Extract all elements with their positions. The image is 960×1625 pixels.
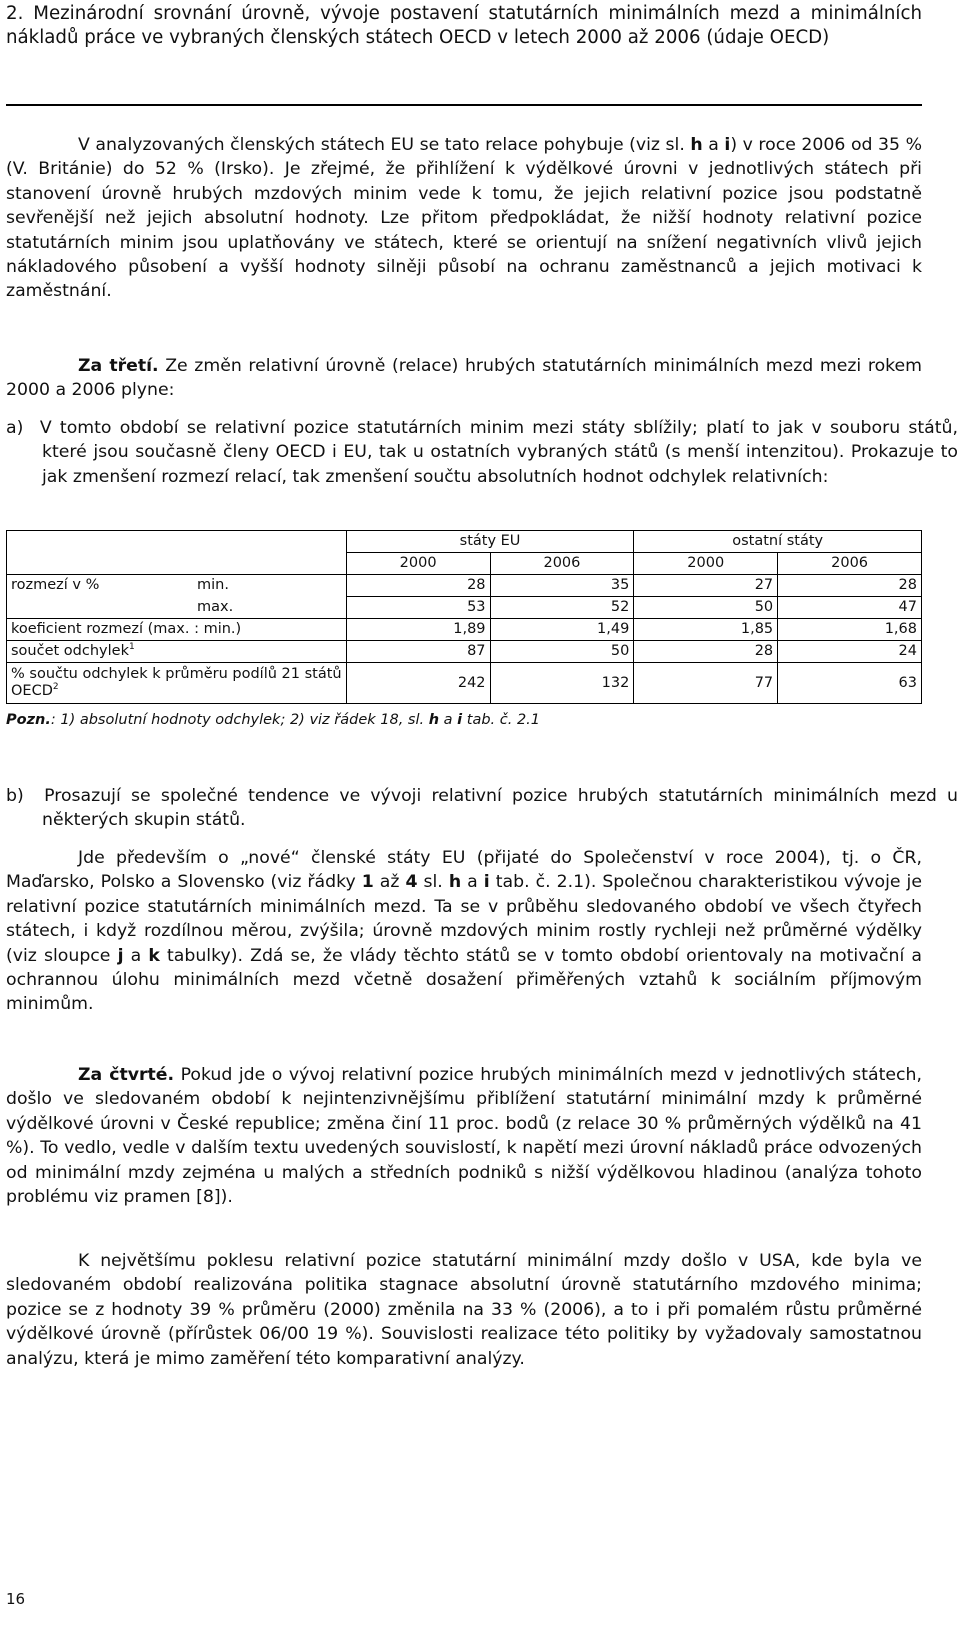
column-ref-i: i (457, 712, 463, 728)
column-ref-i: i (483, 872, 490, 893)
row-label-text: % součtu odchylek k průměru podílů 21 států OECD (11, 666, 342, 699)
text-run: až (373, 872, 406, 893)
text-run: a (439, 712, 458, 728)
list-item-a: a) V tomto období se relativní pozice statutárních minim mezi státy sblížily; platí to jak v souboru států, které jsou současně členy OECD i EU, tak u ostatních vybraných států (s menší intenzitou). Prokazuje to jak zmenšení rozmezí relací, tak zmenšení součtu absolutních hodnot odchylek relativních: (6, 418, 958, 487)
row-sublabel: max. (197, 598, 234, 615)
table-cell: 27 (634, 575, 778, 597)
footnote-marker: 1 (128, 642, 135, 653)
table-note (6, 712, 540, 728)
text-run: ) v roce 2006 od 35 % (V. Británie) do 52 % (Irsko). Je zřejmé, že přihlížení k výdělkové úrovni v jednotlivých státech při stanovení úrovně hrubých mzdových minim vede k tomu, že jejich relativní pozice jsou podstatně sevřenější než jejich absolutní hodnoty. Lze přitom předpokládat, že nižší hodnoty relativní pozice statutárních minim jsou uplatňovány ve státech, které se orientují na snížení negativních vlivů jejich nákladového působení a vyšší hodnoty silněji působí na ochranu zaměstnanců a jejich motivaci k zaměstnání. (6, 135, 923, 302)
paragraph-lead: Za čtvrté. (78, 1065, 175, 1085)
table-cell: 1,68 (778, 619, 922, 641)
table-cell: 1,89 (346, 619, 490, 641)
text-run: tab. č. 2.1). Společnou charakteristikou vývoje je relativní pozice statutárních minimálních mezd. Ta se v průběhu sledovaného období ve všech čtyřech státech, i když rozdílnou měrou, zvýšila; úrovně mzdových minim rostly rychleji než průměrné výdělky (viz sloupce (6, 872, 922, 966)
table-cell: 53 (346, 597, 490, 619)
heading-rule (6, 104, 922, 106)
row-label (7, 663, 347, 704)
row-sublabel: min. (197, 577, 229, 594)
column-ref-h: h (448, 872, 462, 893)
text-run: a (461, 872, 484, 893)
text-run: a (123, 945, 149, 966)
table-cell: 1,49 (490, 619, 634, 641)
table-row (7, 641, 922, 663)
table-year-row (7, 553, 922, 575)
paragraph-relation (6, 133, 922, 304)
group-header-other: ostatní státy (634, 531, 922, 553)
table-cell: 28 (634, 641, 778, 663)
table-cell: 35 (490, 575, 634, 597)
table-corner-cell (7, 553, 347, 575)
table-cell: 242 (346, 663, 490, 704)
table-row (7, 663, 922, 704)
year-header: 2000 (346, 553, 490, 575)
year-header: 2000 (634, 553, 778, 575)
year-header: 2006 (490, 553, 634, 575)
table-cell: 24 (778, 641, 922, 663)
paragraph-usa: K největšímu poklesu relativní pozice statutární minimální mzdy došlo v USA, kde byla ve sledovaném období realizována politika stagnace absolutní úrovně statutárního mzdového minima; pozice se z hodnoty 39 % průměru (2000) změnila na 33 % (2006), a to i při pomalém růstu průměrné výdělkové úrovně (přírůstek 06/00 19 %). Souvislosti realizace této politiky by vyžadovaly samostatnou analýzu, která je mimo zaměření této komparativní analýzy. (6, 1251, 922, 1369)
row-label (7, 575, 347, 597)
table-cell: 28 (778, 575, 922, 597)
table-row (7, 597, 922, 619)
group-header-eu: státy EU (346, 531, 634, 553)
text-run: a (702, 135, 725, 155)
table-cell: 50 (634, 597, 778, 619)
table-cell: 132 (490, 663, 634, 704)
table-group-header-row (7, 531, 922, 553)
note-lead: Pozn. (6, 712, 51, 728)
table-cell: 87 (346, 641, 490, 663)
table-cell: 28 (346, 575, 490, 597)
row-ref: 4 (405, 872, 418, 893)
row-label (7, 641, 347, 663)
row-ref: 1 (361, 872, 374, 893)
text-run: Ze změn relativní úrovně (relace) hrubých statutárních minimálních mezd mezi rokem 2000 a 2006 plyne: (6, 356, 923, 401)
text-run: Jde především o „nové“ členské státy EU (přijaté do Společenství v roce 2004), tj. o ČR, Maďarsko, Polsko a Slovensko (viz řádky (6, 848, 922, 893)
table-cell: 77 (634, 663, 778, 704)
list-item-b: b) Prosazují se společné tendence ve vývoji relativní pozice hrubých statutárních minimálních mezd u některých skupin států. (6, 786, 958, 831)
page-number: 16 (6, 1590, 26, 1608)
text-run: tabulky). Zdá se, že vlády těchto států se v tomto období orientovaly na motivační a ochrannou úlohu minimálních mezd včetně dosažení přiměřených vztahů k sociálním příjmovým minimům. (6, 945, 922, 1015)
table-row (7, 619, 922, 641)
table-cell: 52 (490, 597, 634, 619)
paragraph-new-members (6, 846, 922, 1017)
column-ref-k: k (148, 945, 160, 966)
column-ref-h: h (428, 712, 440, 728)
paragraph-third (6, 354, 922, 403)
row-label: koeficient rozmezí (max. : min.) (7, 619, 347, 641)
table-cell: 50 (490, 641, 634, 663)
row-label-text: součet odchylek (11, 643, 129, 659)
row-label (7, 597, 347, 619)
table-cell: 63 (778, 663, 922, 704)
table-cell: 1,85 (634, 619, 778, 641)
text-run: sl. (417, 872, 449, 893)
table-row (7, 575, 922, 597)
section-heading: 2. Mezinárodní srovnání úrovně, vývoje postavení statutárních minimálních mezd a minimálních nákladů práce ve vybraných členských státech OECD v letech 2000 až 2006 (údaje OECD) (6, 3, 922, 48)
table-corner-cell (7, 531, 347, 553)
paragraph-fourth (6, 1063, 922, 1209)
column-ref-i: i (724, 135, 731, 155)
paragraph-lead: Za třetí. (78, 356, 159, 376)
table-cell: 47 (778, 597, 922, 619)
relations-table (6, 530, 922, 704)
footnote-marker: 2 (52, 682, 59, 693)
column-ref-h: h (690, 135, 703, 155)
text-run: tab. č. 2.1 (462, 712, 541, 728)
text-run: : 1) absolutní hodnoty odchylek; 2) viz řádek 18, sl. (50, 712, 429, 728)
column-ref-j: j (117, 945, 124, 966)
row-label-text: rozmezí v % (11, 577, 100, 594)
text-run: V analyzovaných členských státech EU se tato relace pohybuje (viz sl. (78, 135, 691, 155)
year-header: 2006 (778, 553, 922, 575)
text-run: Pokud jde o vývoj relativní pozice hrubých minimálních mezd v jednotlivých státech, došlo ve sledovaném období k nejintenzivnějšímu přiblížení statutární minimální mzdy k průměrné výdělkové úrovni v České republice; změna činí 11 proc. bodů (z relace 30 % průměrných výdělků na 41 %). To vedlo, vedle v dalším textu uvedených souvislostí, k napětí mezi úrovní nákladů práce odvozených od minimální mzdy zejména u malých a středních podniků s nižší výdělkovou hladinou (analýza tohoto problému viz pramen [8]). (6, 1065, 922, 1208)
